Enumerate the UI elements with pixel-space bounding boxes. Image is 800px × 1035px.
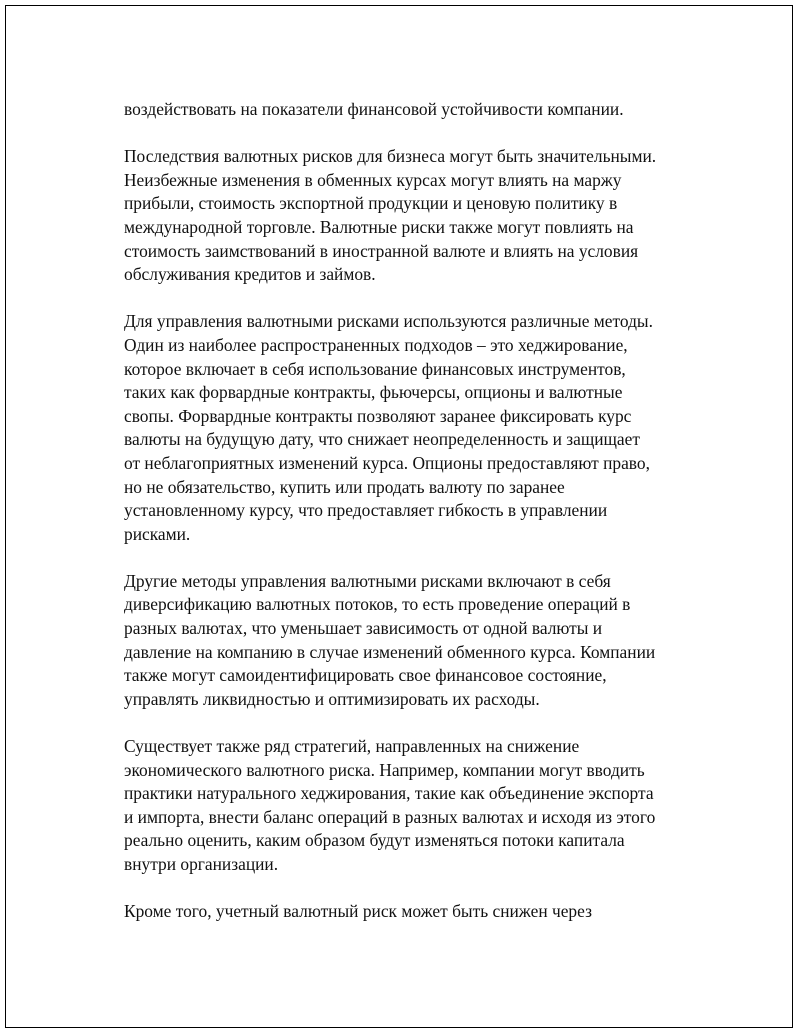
page-frame bbox=[5, 5, 793, 1028]
text-line: обслуживания кредитов и займов. bbox=[124, 264, 376, 285]
text-line: практики натурального хеджирования, такие как объединение экспорта bbox=[124, 783, 654, 804]
paragraph bbox=[124, 570, 704, 712]
paragraph bbox=[124, 145, 704, 287]
text-line: внутри организации. bbox=[124, 854, 279, 874]
text-line: которое включает в себя использование финансовых инструментов, bbox=[124, 358, 626, 379]
text-line: рисками. bbox=[124, 523, 191, 544]
paragraph bbox=[124, 900, 704, 924]
text-line: Последствия валютных рисков для бизнеса могут быть значительными. bbox=[124, 146, 657, 167]
text-line: но не обязательство, купить или продать валюту по заранее bbox=[124, 476, 565, 497]
text-line: также могут самоидентифицировать свое финансовое состояние, bbox=[124, 665, 607, 686]
text-line: от неблагоприятных изменений курса. Опционы предоставляют право, bbox=[124, 452, 650, 473]
text-line: Другие методы управления валютными рисками включают в себя bbox=[124, 570, 611, 591]
document-body bbox=[124, 98, 704, 947]
text-line: установленному курсу, что предоставляет гибкость в управлении bbox=[124, 500, 608, 521]
text-line: Существует также ряд стратегий, направленных на снижение bbox=[124, 736, 580, 757]
text-line: Для управления валютными рисками используются различные методы. bbox=[124, 311, 653, 332]
paragraph bbox=[124, 98, 704, 122]
paragraph bbox=[124, 310, 704, 546]
text-line: воздействовать на показатели финансовой устойчивости компании. bbox=[124, 99, 624, 119]
text-line: диверсификацию валютных потоков, то есть проведение операций в bbox=[124, 594, 631, 615]
text-line: Один из наиболее распространенных подходов – это хеджирование, bbox=[124, 334, 628, 355]
paragraph bbox=[124, 735, 704, 877]
text-line: реально оценить, каким образом будут изменяться потоки капитала bbox=[124, 830, 625, 851]
text-line: и импорта, внести баланс операций в разных валютах и исходя из этого bbox=[124, 806, 656, 827]
text-line: разных валютах, что уменьшает зависимость от одной валюты и bbox=[124, 618, 603, 639]
text-line: управлять ликвидностью и оптимизировать их расходы. bbox=[124, 688, 540, 709]
text-line: международной торговле. Валютные риски также могут повлиять на bbox=[124, 216, 634, 237]
text-line: экономического валютного риска. Например, компании могут вводить bbox=[124, 759, 645, 780]
text-line: свопы. Форвардные контракты позволяют заранее фиксировать курс bbox=[124, 405, 632, 426]
text-line: давление на компанию в случае изменений обменного курса. Компании bbox=[124, 641, 656, 662]
text-line: прибыли, стоимость экспортной продукции и ценовую политику в bbox=[124, 193, 618, 214]
text-line: валюты на будущую дату, что снижает неопределенность и защищает bbox=[124, 429, 640, 450]
text-line: таких как форвардные контракты, фьючерсы, опционы и валютные bbox=[124, 382, 623, 403]
text-line: стоимость заимствований в иностранной валюте и влиять на условия bbox=[124, 240, 639, 261]
text-line: Неизбежные изменения в обменных курсах могут влиять на маржу bbox=[124, 169, 622, 190]
text-line: Кроме того, учетный валютный риск может быть снижен через bbox=[124, 901, 592, 922]
